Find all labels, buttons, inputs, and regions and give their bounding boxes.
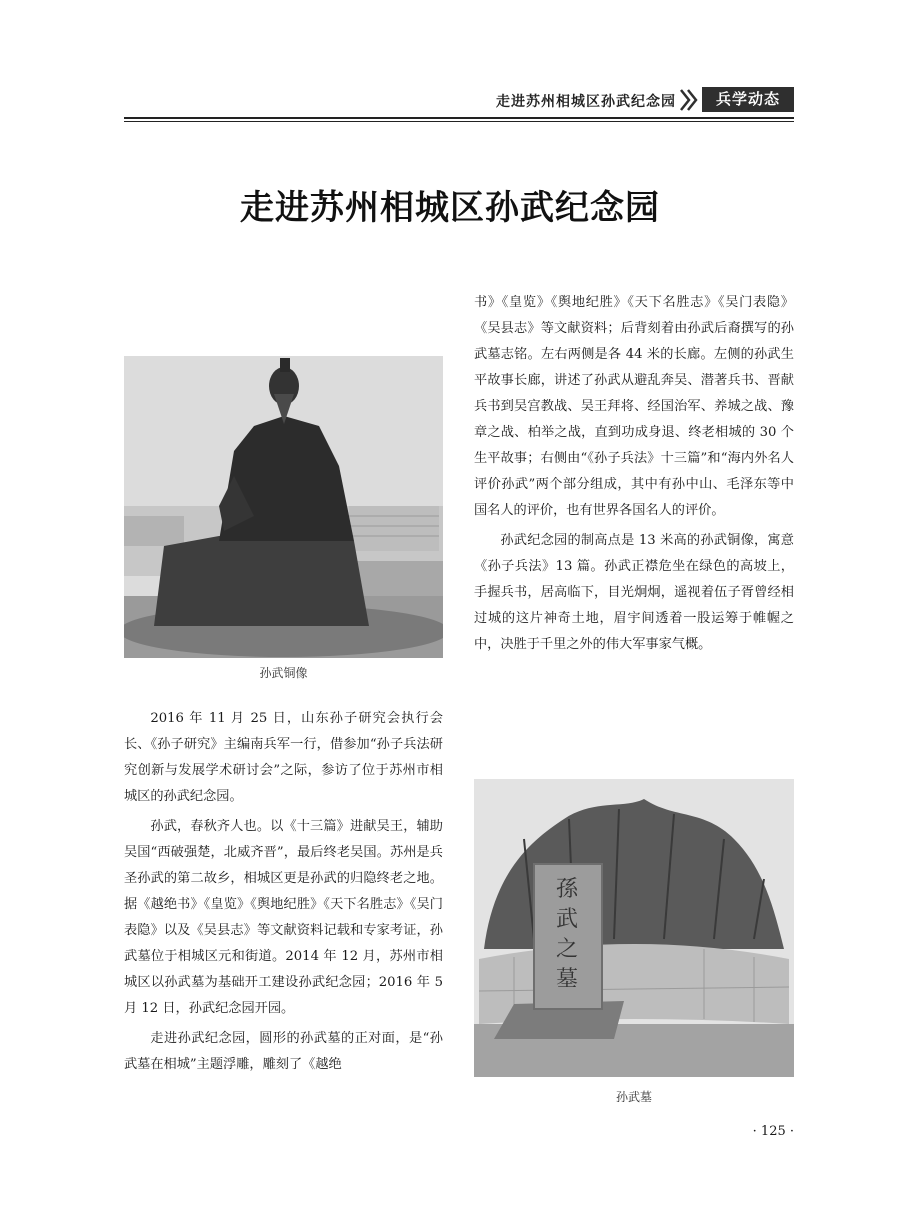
- statue-caption: 孙武铜像: [259, 666, 308, 680]
- left-paragraph-3: 走进孙武纪念园，圆形的孙武墓的正对面，是“孙武墓在相城”主题浮雕，雕刻了《越绝: [124, 1031, 443, 1072]
- tomb-inscription: 孫武之墓: [556, 877, 579, 992]
- column-badge: 兵学动态: [702, 87, 794, 112]
- right-paragraph-1: 书》《皇览》《舆地纪胜》《天下名胜志》《吴门表隐》《吴县志》等文献资料；后背刻着由孙武后裔撰写的孙武墓志铭。左右两侧是各 44 米的长廊。左侧的孙武生平故事长廊，讲述了孙武从避乱奔吴、潜著兵书、晋献兵书到吴宫教战、吴王拜将、经国治军、养城之战、豫章之战、柏举之战，直到功成身退、终老相城的 30 个生平故事；右侧由“《孙子兵法》十三篇”和“海内外名人评价孙武”两个部分组成，其中有孙中山、毛泽东等中国名人的评价，也有世界各国名人的评价。: [474, 295, 794, 518]
- right-paragraph-2: 孙武纪念园的制高点是 13 米高的孙武铜像，寓意《孙子兵法》13 篇。孙武正襟危坐在绿色的高坡上，手握兵书，居高临下，目光炯炯，遥视着伍子胥曾经相过城的这片神奇土地，眉宇间透着一股运筹于帷幄之中，决胜于千里之外的伟大军事家气概。: [474, 533, 794, 652]
- header-rule-thin: [124, 121, 794, 122]
- double-chevron-icon: [678, 88, 700, 112]
- left-paragraph-2: 孙武，春秋齐人也。以《十三篇》进献吴王，辅助吴国“西破强楚，北威齐晋”，最后终老吴国。苏州是兵圣孙武的第二故乡，相城区更是孙武的归隐终老之地。据《越绝书》《皇览》《舆地纪胜》《天下名胜志》《吴门表隐》以及《吴县志》等文献资料记载和专家考证，孙武墓位于相城区元和街道。2014 年 12 月，苏州市相城区以孙武墓为基础开工建设孙武纪念园；2016 年 5 月 12 日，孙武纪念园开园。: [124, 819, 443, 1016]
- left-column: [124, 706, 443, 1082]
- statue-photo: [124, 356, 443, 658]
- left-paragraph-1: 2016 年 11 月 25 日，山东孙子研究会执行会长、《孙子研究》主编南兵军一行，借参加“孙子兵法研究创新与发展学术研讨会”之际，参访了位于苏州市相城区的孙武纪念园。: [124, 711, 443, 804]
- tomb-photo: [474, 779, 794, 1077]
- article-title: 走进苏州相城区孙武纪念园: [240, 188, 660, 228]
- header-rule-thick: [124, 117, 794, 119]
- running-header: [124, 86, 794, 116]
- page-number: · 125 ·: [752, 1124, 794, 1139]
- tomb-caption: 孙武墓: [615, 1090, 652, 1104]
- right-column: [474, 290, 794, 662]
- header-section-title: 走进苏州相城区孙武纪念园: [496, 94, 676, 110]
